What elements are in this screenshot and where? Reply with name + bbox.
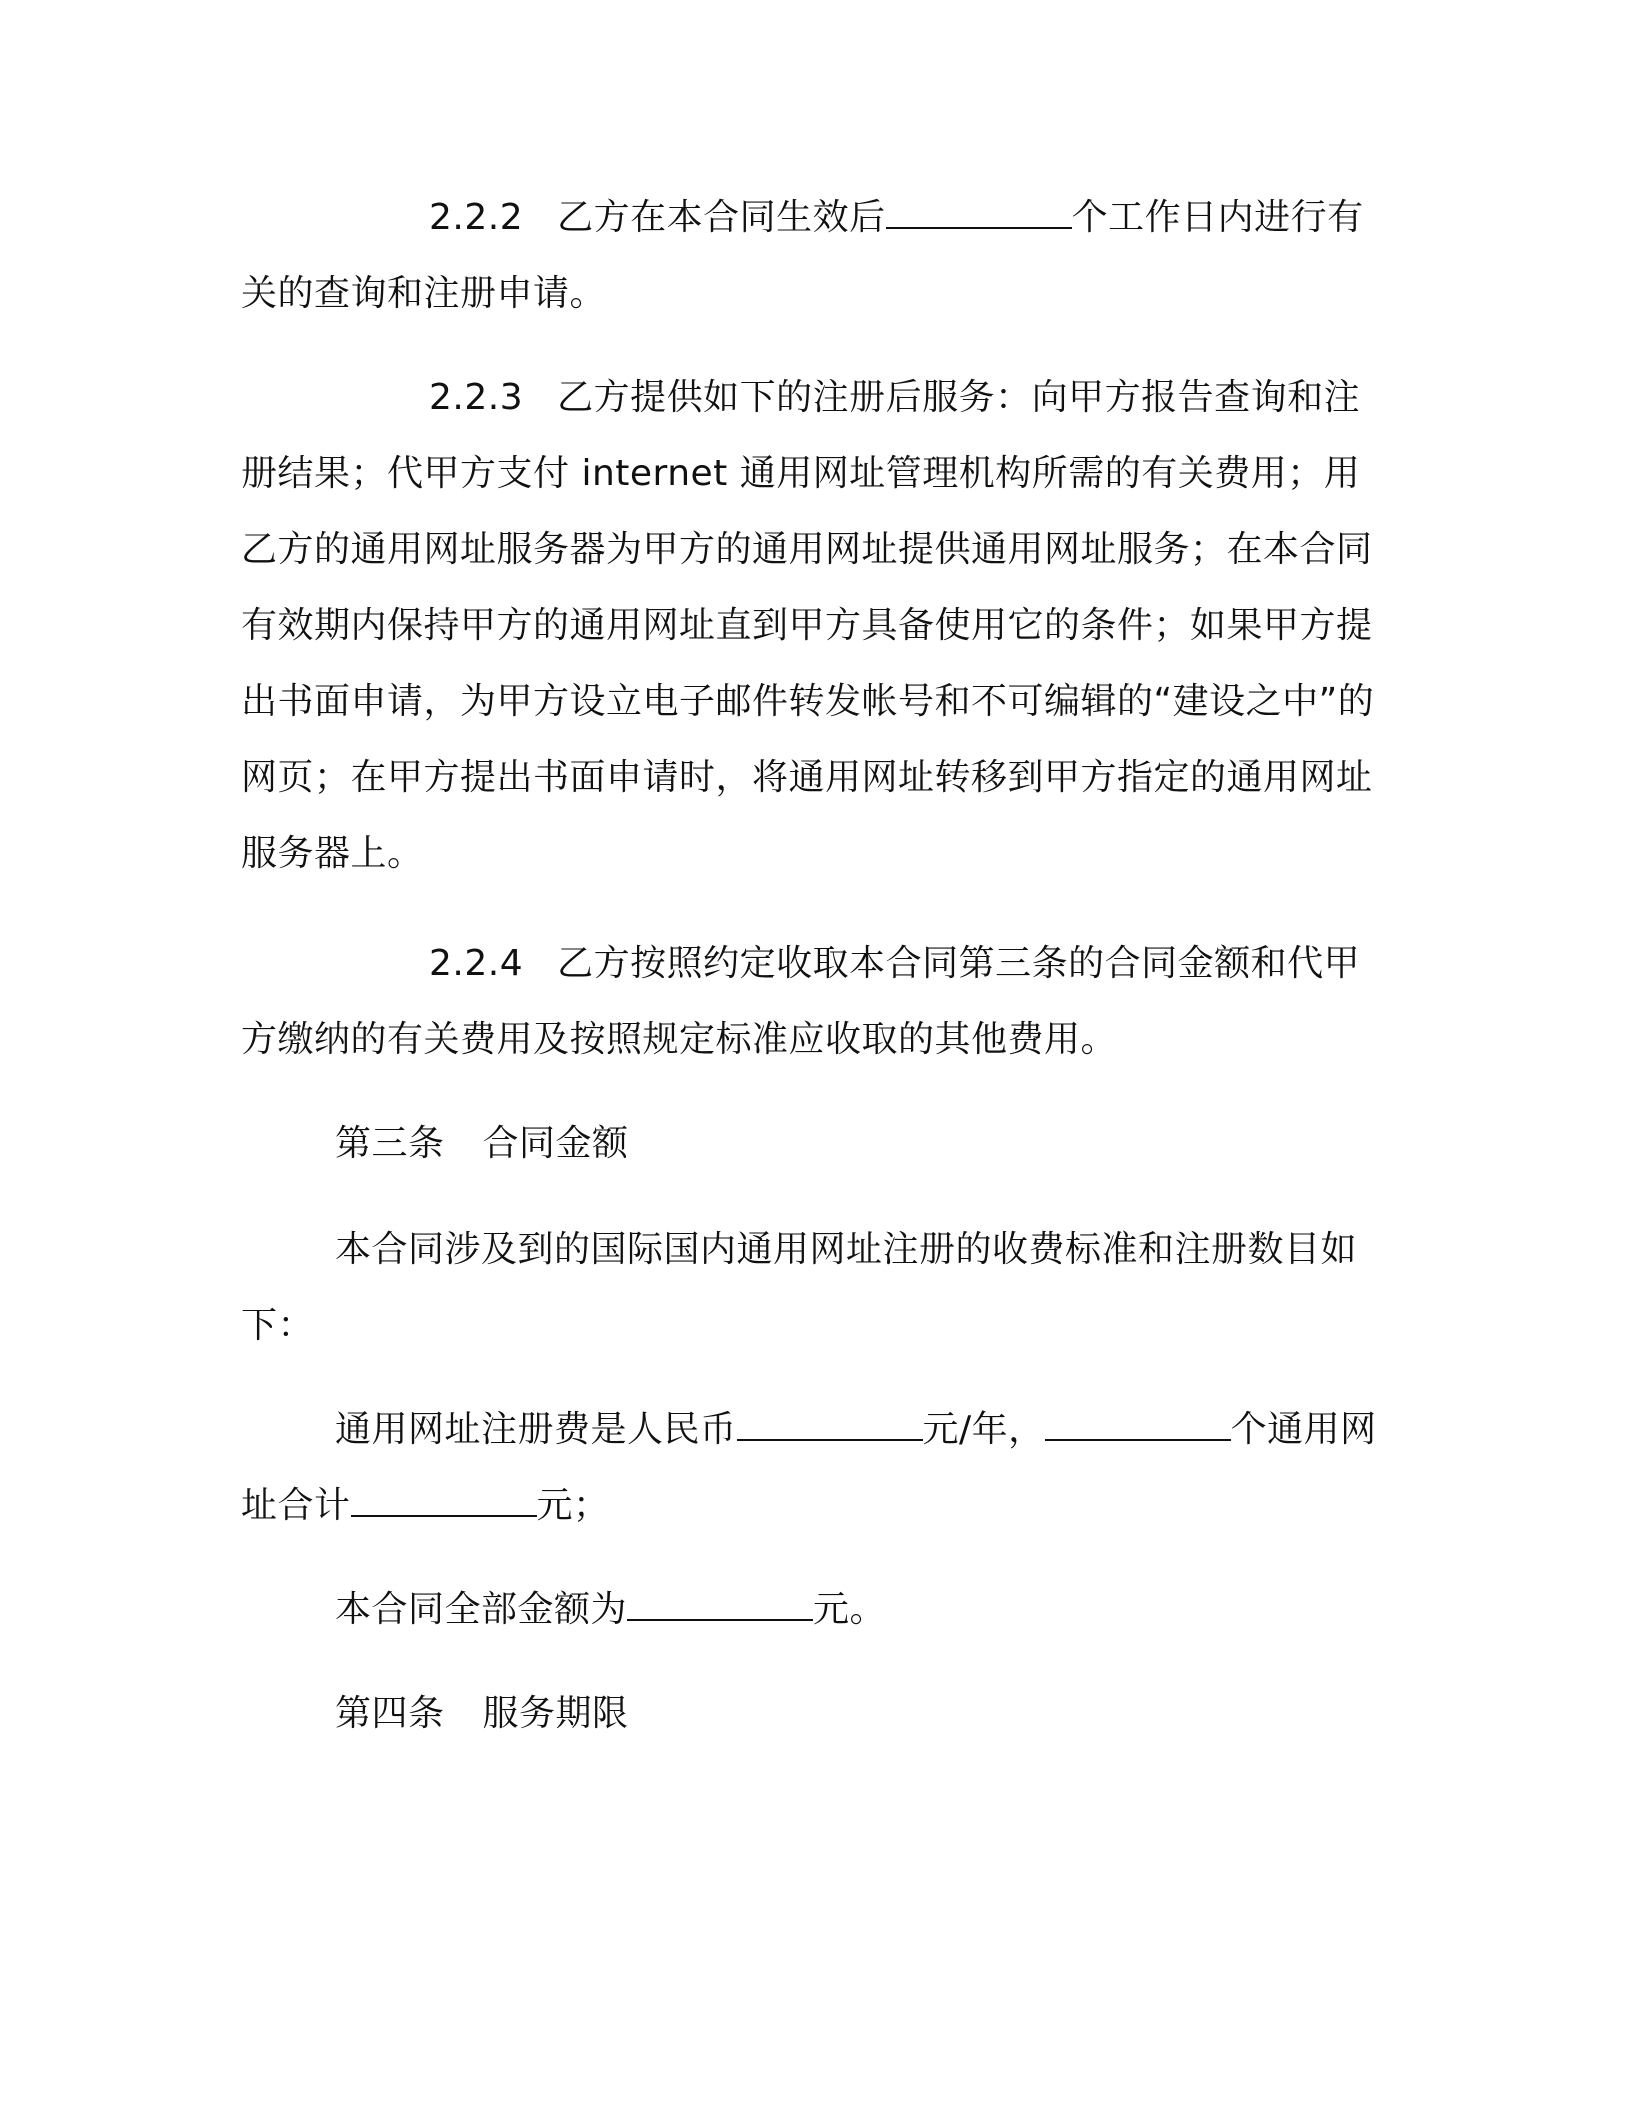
article-4-heading [241, 1676, 629, 1752]
blank-subtotal [351, 1487, 537, 1517]
blank-workdays [886, 199, 1072, 229]
clause-2-2-3 [241, 360, 1379, 892]
clause-number: 2.2.3 [429, 377, 524, 418]
article-label: 第三条 [335, 1123, 445, 1164]
article-3-heading [241, 1106, 629, 1182]
fee-paragraph: 通用网址注册费是人民币 元/年， 个通用网址合计 元； [241, 1409, 1377, 1526]
article-title: 合同金额 [482, 1123, 629, 1164]
clause-text-b: 个工作日内进行有关的查询和注册申请。 [241, 197, 1364, 314]
clause-text: 乙方按照约定收取本合同第三条的合同金额和代甲方缴纳的有关费用及按照规定标准应收取的其他费用。 [241, 943, 1361, 1060]
article-label: 第四条 [335, 1693, 445, 1734]
clause-text-a: 乙方在本合同生效后 [557, 197, 886, 238]
clause-2-2-2 [241, 180, 1379, 332]
total-paragraph: 本合同全部金额为 元。 [335, 1589, 887, 1630]
blank-annual-fee [737, 1411, 923, 1441]
article-3-intro: 本合同涉及到的国际国内通用网址注册的收费标准和注册数目如下： [241, 1229, 1358, 1346]
article-title: 服务期限 [482, 1693, 629, 1734]
clause-number: 2.2.4 [429, 943, 524, 984]
clause-2-2-4 [241, 926, 1379, 1078]
clause-number: 2.2.2 [429, 197, 524, 238]
clause-text: 乙方提供如下的注册后服务：向甲方报告查询和注册结果；代甲方支付 internet 通用网址管理机构所需的有关费用；用乙方的通用网址服务器为甲方的通用网址提供通用网址服务；在本合同有效期内保持甲方的通用网址直到甲方具备使用它的条件；如果甲方提出书面申请，为甲方设立电子邮件转发帐号和不可编辑的“建设之中”的网页；在甲方提出书面申请时，将通用网址转移到甲方指定的通用网址服务器上。 [241, 377, 1375, 874]
blank-count [1045, 1411, 1231, 1441]
blank-total [627, 1591, 813, 1621]
